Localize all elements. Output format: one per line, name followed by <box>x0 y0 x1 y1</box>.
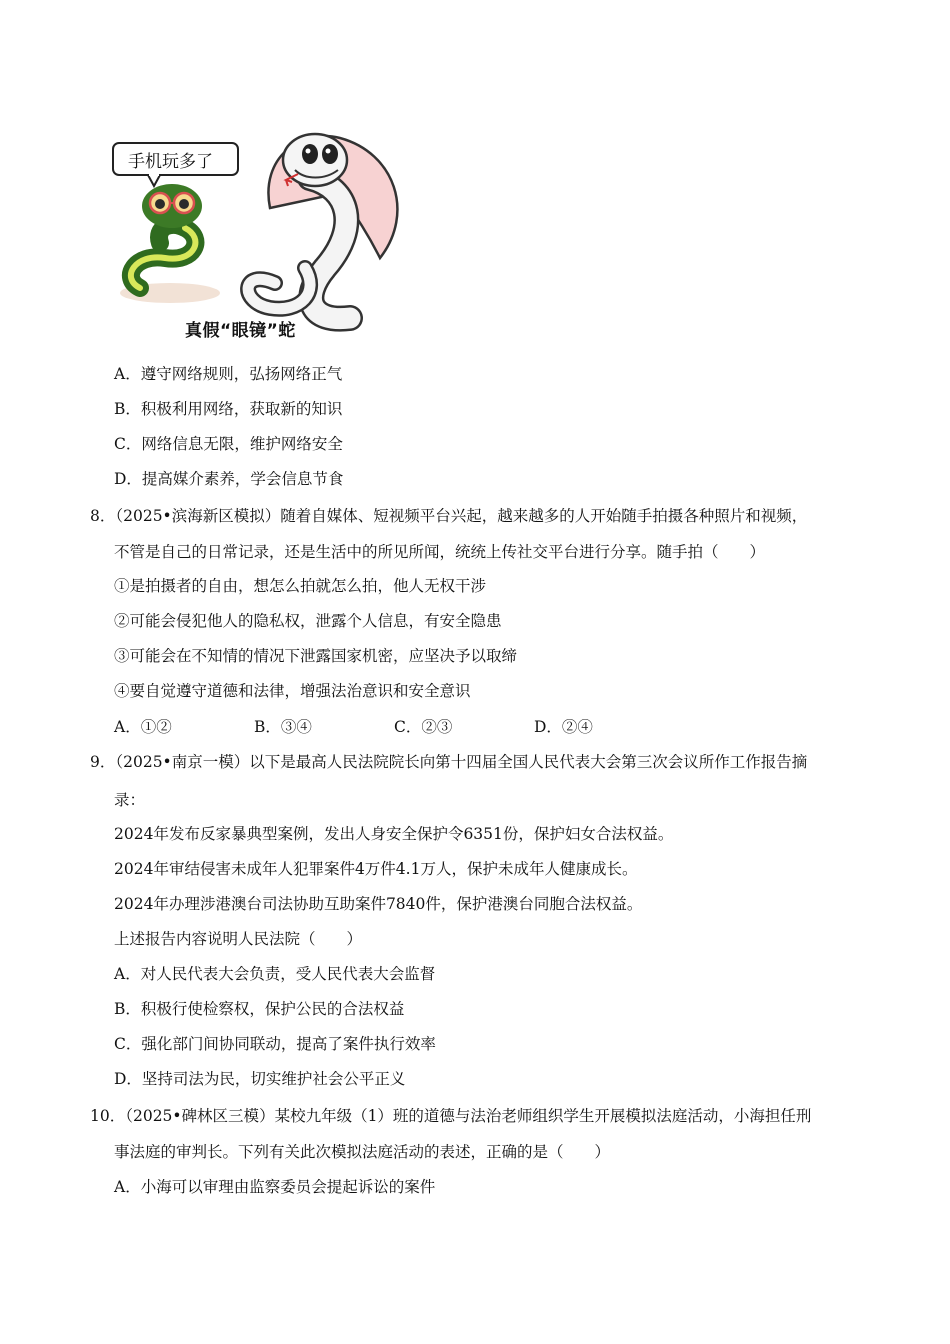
q8-choices <box>114 715 674 737</box>
q8-stem-line-1: 8．（2025•滨海新区模拟）随着自媒体、短视频平台兴起，越来越多的人开始随手拍摄各种照片和视频， <box>90 507 808 525</box>
q9-stem-line-2: 录： <box>114 791 146 809</box>
q8-statement-4: ④要自觉遵守道德和法律，增强法治意识和安全意识 <box>114 682 471 700</box>
q10-stem-line-2: 事法庭的审判长。下列有关此次模拟法庭活动的表述，正确的是（ ） <box>114 1143 611 1161</box>
q9-fact-1: 2024年发布反家暴典型案例，发出人身安全保护令6351份，保护妇女合法权益。 <box>114 825 674 843</box>
q9-fact-2: 2024年审结侵害未成年人犯罪案件4万件4.1万人，保护未成年人健康成长。 <box>114 860 638 878</box>
q7-option-c[interactable]: C．网络信息无限，维护网络安全 <box>114 435 343 453</box>
q7-option-a[interactable]: A．遵守网络规则，弘扬网络正气 <box>114 365 343 383</box>
figure-caption: 真假“眼镜”蛇 <box>185 321 296 341</box>
q8-stem-line-2: 不管是自己的日常记录，还是生活中的所见所闻，统统上传社交平台进行分享。随手拍（ ） <box>114 543 766 561</box>
q9-option-b[interactable]: B．积极行使检察权，保护公民的合法权益 <box>114 1000 405 1018</box>
q10-stem-line-1: 10．（2025•碑林区三模）某校九年级（1）班的道德与法治老师组织学生开展模拟法庭活动，小海担任刑 <box>90 1107 812 1125</box>
q8-choice-a[interactable]: A．①② <box>114 718 172 736</box>
q9-stem-line-1: 9．（2025•南京一模）以下是最高人民法院院长向第十四届全国人民代表大会第三次会议所作工作报告摘 <box>90 753 808 771</box>
white-cobra-icon <box>248 134 397 319</box>
q7-option-d[interactable]: D．提高媒介素养，学会信息节食 <box>114 470 344 488</box>
q9-option-d[interactable]: D．坚持司法为民，切实维护社会公平正义 <box>114 1070 406 1088</box>
green-snake-icon <box>120 184 220 303</box>
q8-statement-3: ③可能会在不知情的情况下泄露国家机密，应坚决予以取缔 <box>114 647 518 665</box>
q8-statement-1: ①是拍摄者的自由，想怎么拍就怎么拍，他人无权干涉 <box>114 577 487 595</box>
q9-fact-3: 2024年办理涉港澳台司法协助互助案件7840件，保护港澳台同胞合法权益。 <box>114 895 643 913</box>
q9-option-a[interactable]: A．对人民代表大会负责，受人民代表大会监督 <box>114 965 436 983</box>
q7-option-b[interactable]: B．积极利用网络，获取新的知识 <box>114 400 343 418</box>
q8-statement-2: ②可能会侵犯他人的隐私权，泄露个人信息，有安全隐患 <box>114 612 502 630</box>
q9-stem-question: 上述报告内容说明人民法院（ ） <box>114 930 363 948</box>
speech-bubble-text: 手机玩多了 <box>128 152 213 172</box>
q8-choice-d[interactable]: D．②④ <box>534 718 593 736</box>
q9-option-c[interactable]: C．强化部门间协同联动，提高了案件执行效率 <box>114 1035 436 1053</box>
q8-choice-b[interactable]: B．③④ <box>254 718 312 736</box>
q8-choice-c[interactable]: C．②③ <box>394 718 453 736</box>
q10-option-a[interactable]: A．小海可以审理由监察委员会提起诉讼的案件 <box>114 1178 436 1196</box>
speech-bubble-tail <box>148 175 160 186</box>
